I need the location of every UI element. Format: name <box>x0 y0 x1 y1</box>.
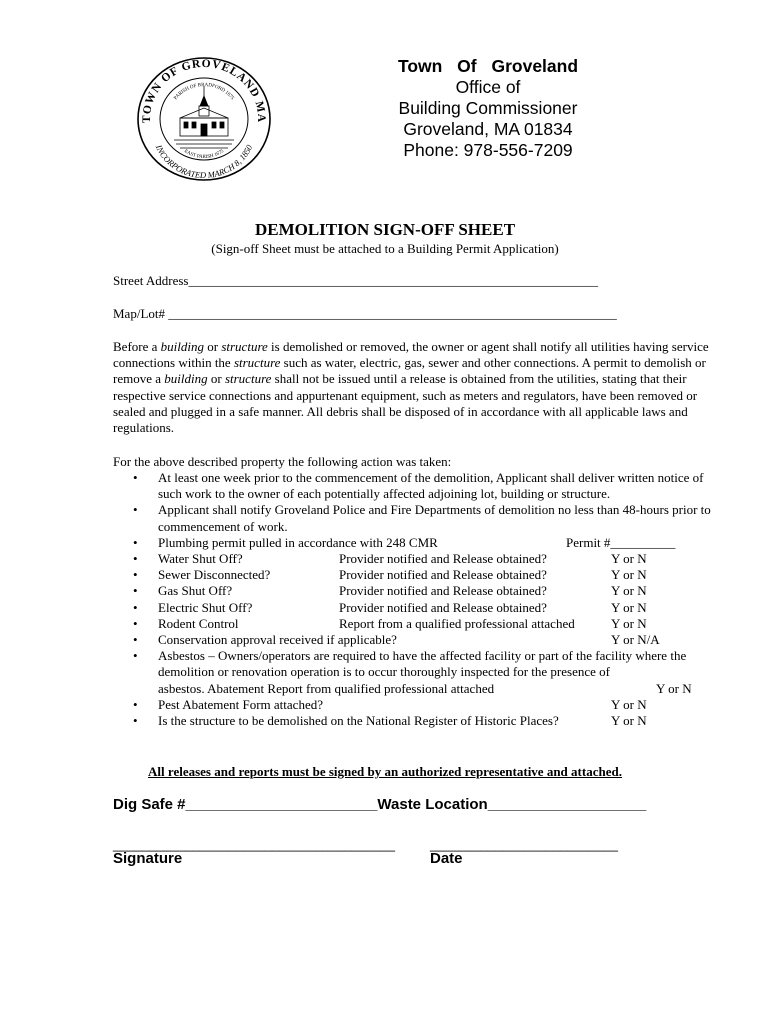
list-item: • At least one week prior to the commencement of the demolition, Applicant shall deliver written notice of such work to the owner of each potentially affected adjoining lot, building or structure. <box>113 470 713 502</box>
list-item: • Plumbing permit pulled in accordance with 248 CMR Permit #__________ <box>113 535 713 551</box>
office-of: Office of <box>455 77 521 97</box>
signature-requirement-note: All releases and reports must be signed by an authorized representative and attached. <box>148 764 622 779</box>
list-item: • Is the structure to be demolished on the National Register of Historic Places? Y or N <box>113 713 713 729</box>
list-item: • Gas Shut Off? Provider notified and Release obtained? Y or N <box>113 583 713 599</box>
signature-field[interactable]: _______________________________________ <box>113 837 395 852</box>
waste-location-field[interactable]: ___________________ <box>487 796 647 813</box>
sewer-yn-choice[interactable]: Y or N <box>611 567 647 583</box>
rodent-yn-choice[interactable]: Y or N <box>611 615 647 631</box>
list-item: • Asbestos – Owners/operators are required to have the affected facility or part of the facility where the demolition or renovation operation is to occur thoroughly inspected for the presence of asbestos. Abatement Report from qualified professional attached Y or N <box>113 648 713 697</box>
phone-number: Phone: 978-556-7209 <box>403 140 573 160</box>
plumbing-permit-field[interactable]: Permit #__________ <box>566 534 676 550</box>
list-item: • Electric Shut Off? Provider notified and Release obtained? Y or N <box>113 600 713 616</box>
action-checklist <box>113 470 713 729</box>
seal-inner-top-text: PARISH OF BRADFORD 1675 <box>173 82 235 102</box>
list-item: • Conservation approval received if applicable? Y or N/A <box>113 632 713 648</box>
office-header <box>360 56 616 161</box>
digsafe-waste-row <box>113 796 646 813</box>
list-item: • Applicant shall notify Groveland Police and Fire Departments of demolition no less than 48-hours prior to commencement of work. <box>113 502 713 534</box>
page-subtitle: (Sign-off Sheet must be attached to a Building Permit Application) <box>211 241 559 256</box>
signature-label: Signature <box>113 850 183 867</box>
city-address: Groveland, MA 01834 <box>403 119 573 139</box>
historic-yn-choice[interactable]: Y or N <box>611 713 647 729</box>
town-seal-logo <box>136 56 272 182</box>
waste-location-label: Waste Location <box>377 796 488 813</box>
utilities-paragraph: Before a building or structure is demolished or removed, the owner or agent shall notify all utilities having service connections within the structure such as water, electric, gas, sewer and other connections. A permit to demolish or remove a building or structure shall not be issued until a release is obtained from the utilities, stating that their respective service connections and appurtenant equipment, such as meters and regulators, have been removed or sealed and plugged in a safe manner. All debris shall be disposed of in accordance with all applicable laws and regulations. <box>113 339 709 436</box>
svg-text:EAST PARISH 1675 <box>183 149 225 160</box>
list-item: • Rodent Control Report from a qualified professional attached Y or N <box>113 616 713 632</box>
list-item: • Pest Abatement Form attached? Y or N <box>113 697 713 713</box>
seal-inner-bottom-text: EAST PARISH 1675 <box>183 149 225 161</box>
list-item: • Sewer Disconnected? Provider notified and Release obtained? Y or N <box>113 567 713 583</box>
department-name: Building Commissioner <box>398 98 578 118</box>
gas-yn-choice[interactable]: Y or N <box>611 583 647 599</box>
street-address-field[interactable]: Street Address_______________________________________________________________ <box>113 273 598 288</box>
water-yn-choice[interactable]: Y or N <box>611 551 647 567</box>
date-field[interactable]: __________________________ <box>430 837 618 852</box>
town-name: Town Of Groveland <box>397 56 579 76</box>
electric-yn-choice[interactable]: Y or N <box>611 599 647 615</box>
asbestos-yn-choice[interactable]: Y or N <box>656 680 692 696</box>
seal-ring-bottom-text: INCORPORATED MARCH 8, 1850 <box>153 143 255 181</box>
page-title: DEMOLITION SIGN-OFF SHEET <box>254 220 516 239</box>
map-lot-field[interactable]: Map/Lot# _____________________________________________________________________ <box>113 306 617 321</box>
digsafe-label: Dig Safe # <box>113 796 186 813</box>
date-label: Date <box>430 850 463 867</box>
actions-intro: For the above described property the following action was taken: <box>113 454 452 469</box>
list-item: • Water Shut Off? Provider notified and Release obtained? Y or N <box>113 551 713 567</box>
conservation-yn-choice[interactable]: Y or N/A <box>611 632 660 648</box>
pest-yn-choice[interactable]: Y or N <box>611 696 647 712</box>
digsafe-field[interactable]: _______________________ <box>185 796 378 813</box>
seal-ring-top-text: TOWN OF GROVELAND MA <box>140 57 268 124</box>
